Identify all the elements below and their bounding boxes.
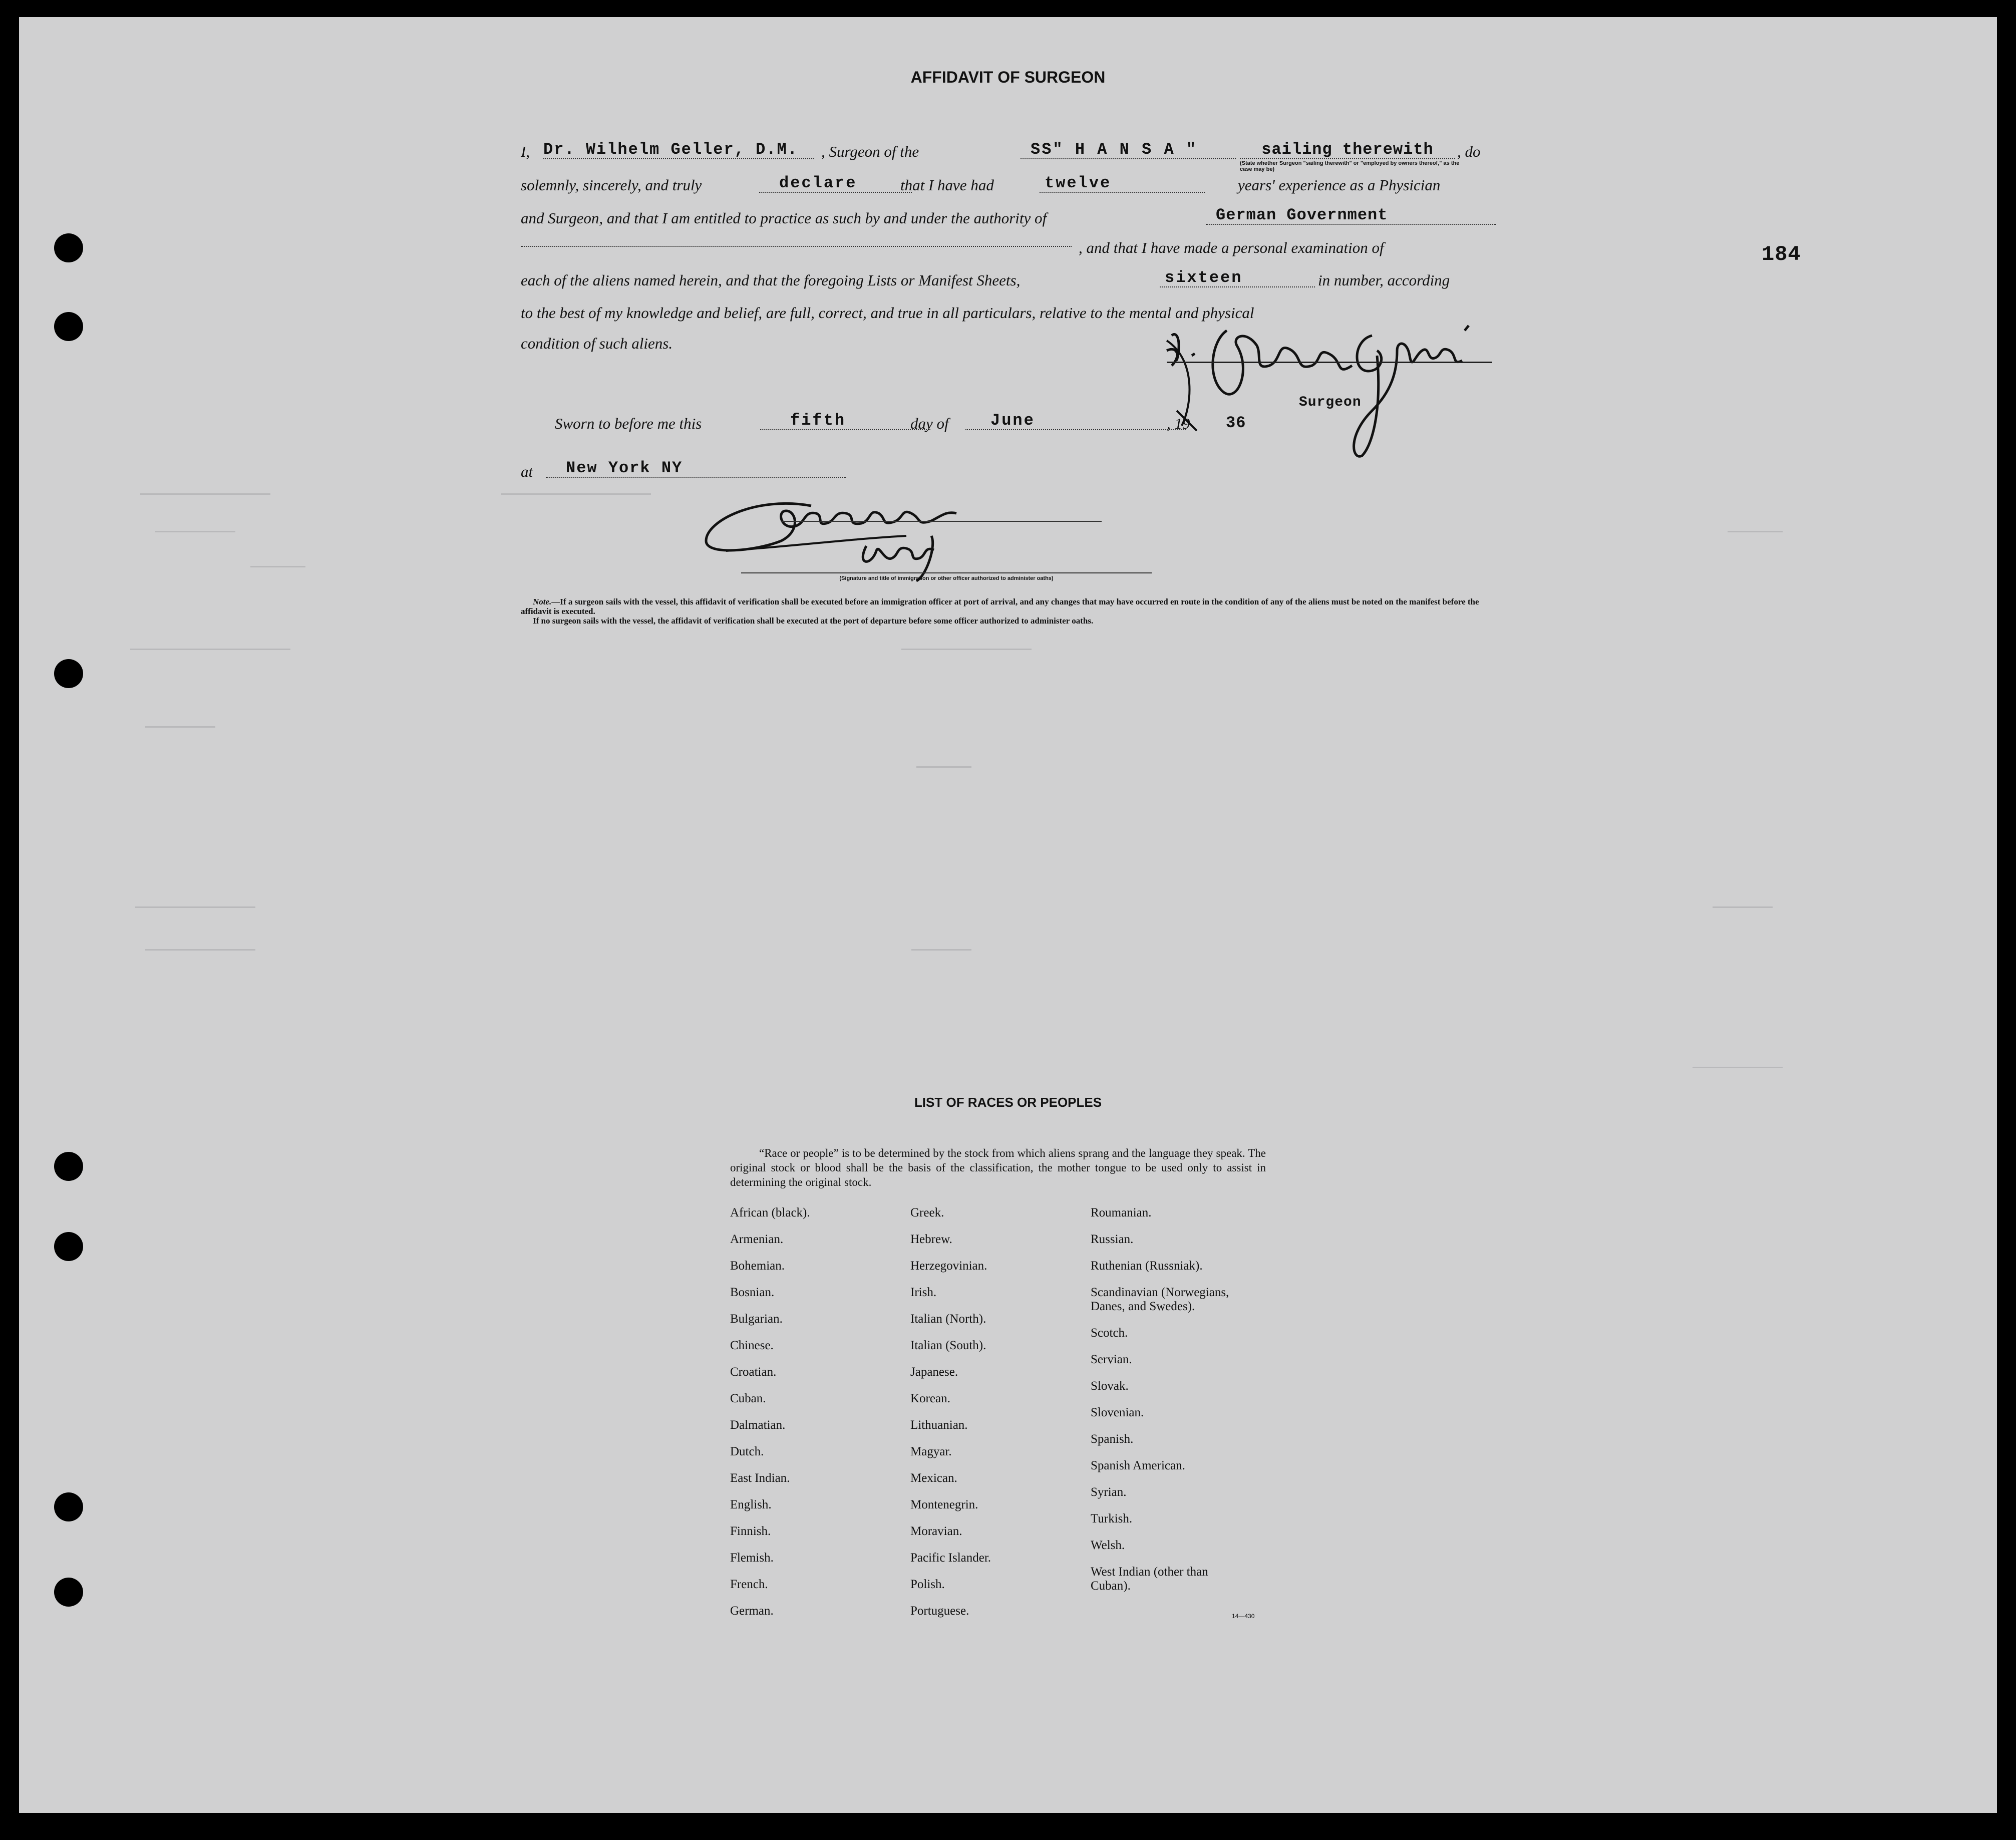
text-best-knowledge: to the best of my knowledge and belief, are full, correct, and true in all particulars, relative to the mental and physical: [521, 304, 1254, 322]
race-item: French.: [730, 1578, 768, 1591]
races-column-2: [910, 1206, 1091, 1631]
authority-continuation-field: [521, 232, 1072, 247]
bleed-through: [911, 949, 971, 951]
race-item: Korean.: [910, 1392, 950, 1405]
surgeon-name-field: Dr. Wilhelm Geller, D.M.: [543, 141, 814, 159]
note-text-2: If no surgeon sails with the vessel, the affidavit of verification shall be executed at the port of departure before some officer authorized to administer oaths.: [533, 616, 1094, 626]
race-item: Italian (North).: [910, 1312, 986, 1326]
surgeon-label: Surgeon: [1299, 395, 1362, 410]
text-19: , 19: [1167, 415, 1190, 432]
race-item: Lithuanian.: [910, 1418, 968, 1432]
race-item: Bosnian.: [730, 1286, 775, 1299]
binder-hole: [54, 312, 83, 341]
race-item: Greek.: [910, 1206, 944, 1219]
text-condition: condition of such aliens.: [521, 335, 673, 352]
form-number: 14—430: [1232, 1613, 1255, 1620]
race-item: Russian.: [1091, 1233, 1134, 1246]
race-item: Spanish.: [1091, 1432, 1134, 1446]
races-column-3: [1091, 1206, 1261, 1592]
race-item: Hebrew.: [910, 1233, 952, 1246]
race-item: Slovak.: [1091, 1379, 1129, 1393]
text-solemnly: solemnly, sincerely, and truly: [521, 176, 702, 194]
text-each-alien: each of the aliens named herein, and that the foregoing Lists or Manifest Sheets,: [521, 271, 1021, 289]
race-item: Scotch.: [1091, 1326, 1128, 1340]
text-in-number: in number, according: [1318, 271, 1450, 289]
race-item: Bohemian.: [730, 1259, 785, 1273]
race-item: African (black).: [730, 1206, 810, 1219]
race-item: Slovenian.: [1091, 1406, 1144, 1419]
race-item: Portuguese.: [910, 1604, 969, 1618]
bleed-through: [135, 906, 255, 908]
race-item: Cuban.: [730, 1392, 766, 1405]
officer-caption: (Signature and title of immigration or other officer authorized to administer oaths): [839, 575, 1054, 581]
sworn-month-field: June: [965, 412, 1186, 430]
officer-signature-line: [781, 521, 1102, 522]
race-item: Italian (South).: [910, 1339, 986, 1352]
race-item: Montenegrin.: [910, 1498, 978, 1511]
surgeon-signature: [1162, 311, 1492, 466]
text-day-of: day of: [910, 415, 949, 432]
binder-hole: [54, 659, 83, 688]
text-do: , do: [1457, 143, 1481, 160]
bleed-through: [130, 649, 290, 650]
races-column-1: [730, 1206, 910, 1631]
affidavit-note: [521, 597, 1492, 626]
race-item: Scandinavian (Norwegians, Danes, and Swedes).: [1091, 1286, 1229, 1313]
sworn-day-field: fifth: [760, 412, 930, 430]
signature-line: [1167, 362, 1492, 363]
years-field: twelve: [1040, 175, 1205, 193]
bleed-through: [1693, 1067, 1783, 1068]
binder-hole: [54, 1152, 83, 1181]
race-item: Bulgarian.: [730, 1312, 783, 1326]
race-item: Japanese.: [910, 1365, 958, 1379]
race-item: Pacific Islander.: [910, 1551, 991, 1565]
race-item: East Indian.: [730, 1471, 790, 1485]
bleed-through: [145, 949, 255, 951]
race-item: Mexican.: [910, 1471, 957, 1485]
race-item: Turkish.: [1091, 1512, 1133, 1525]
text-years-experience: years' experience as a Physician: [1238, 176, 1441, 194]
race-item: Irish.: [910, 1286, 937, 1299]
races-intro-text: “Race or people” is to be determined by the stock from which aliens sprang and the language they speak. The original stock or blood shall be the basis of the classification, the mother tongue to be used only to assist in determining the original stock.: [730, 1147, 1266, 1188]
affidavit-title: AFFIDAVIT OF SURGEON: [910, 68, 1106, 86]
bleed-through: [916, 766, 971, 768]
race-item: German.: [730, 1604, 774, 1618]
bleed-through: [501, 493, 651, 495]
race-item: Dutch.: [730, 1445, 764, 1458]
authority-field: German Government: [1206, 207, 1496, 225]
note-label: Note.: [533, 597, 552, 606]
bleed-through: [250, 566, 305, 567]
sheets-field: sixteen: [1160, 269, 1315, 287]
bleed-through: [145, 726, 215, 728]
text-sworn: Sworn to before me this: [555, 415, 702, 432]
bleed-through: [901, 649, 1032, 650]
page-number: 184: [1762, 242, 1801, 266]
race-item: Ruthenian (Russniak).: [1091, 1259, 1203, 1273]
race-item: Polish.: [910, 1578, 945, 1591]
text-at: at: [521, 463, 533, 480]
bleed-through: [155, 531, 235, 532]
sworn-place-field: New York NY: [546, 460, 846, 478]
race-item: Syrian.: [1091, 1485, 1127, 1499]
bleed-through: [1728, 531, 1783, 532]
race-item: West Indian (other than Cuban).: [1091, 1565, 1208, 1593]
race-item: Magyar.: [910, 1445, 952, 1458]
status-hint: (State whether Surgeon "sailing therewith" or "employed by owners thereof," as the case may be): [1240, 160, 1460, 172]
binder-hole: [54, 233, 83, 262]
officer-signature: [696, 491, 1047, 586]
declaration-field: declare: [759, 175, 912, 193]
race-item: Chinese.: [730, 1339, 774, 1352]
races-intro: [730, 1146, 1266, 1189]
race-item: Dalmatian.: [730, 1418, 786, 1432]
race-item: English.: [730, 1498, 772, 1511]
race-item: Finnish.: [730, 1524, 771, 1538]
races-title: LIST OF RACES OR PEOPLES: [914, 1095, 1102, 1110]
note-text-1: —If a surgeon sails with the vessel, this affidavit of verification shall be executed before an immigration officer at port of arrival, and any changes that may have occurred en route in the condition of any of the aliens must be noted on the manifest before the affidavit is executed.: [521, 597, 1479, 616]
surgeon-status-field: sailing therewith: [1240, 141, 1455, 159]
bleed-through: [140, 493, 270, 495]
text-surgeon-of: , Surgeon of the: [821, 143, 919, 160]
race-item: Welsh.: [1091, 1539, 1125, 1552]
ship-field: SS" H A N S A ": [1021, 141, 1236, 159]
race-item: Servian.: [1091, 1353, 1132, 1366]
race-item: Spanish American.: [1091, 1459, 1185, 1472]
binder-hole: [54, 1232, 83, 1261]
race-item: Armenian.: [730, 1233, 784, 1246]
text-have-had: that I have had: [900, 176, 994, 194]
race-item: Roumanian.: [1091, 1206, 1152, 1219]
race-item: Flemish.: [730, 1551, 774, 1565]
binder-hole: [54, 1578, 83, 1607]
text-i: I,: [521, 143, 530, 160]
race-item: Moravian.: [910, 1524, 962, 1538]
sworn-year-field: 36: [1226, 414, 1246, 432]
binder-hole: [54, 1492, 83, 1521]
race-item: Croatian.: [730, 1365, 777, 1379]
text-and-surgeon: and Surgeon, and that I am entitled to practice as such by and under the authority of: [521, 209, 1047, 227]
bleed-through: [1713, 906, 1773, 908]
text-personal-exam: , and that I have made a personal examination of: [1079, 239, 1384, 256]
officer-title-line: [741, 572, 1152, 573]
race-item: Herzegovinian.: [910, 1259, 987, 1273]
